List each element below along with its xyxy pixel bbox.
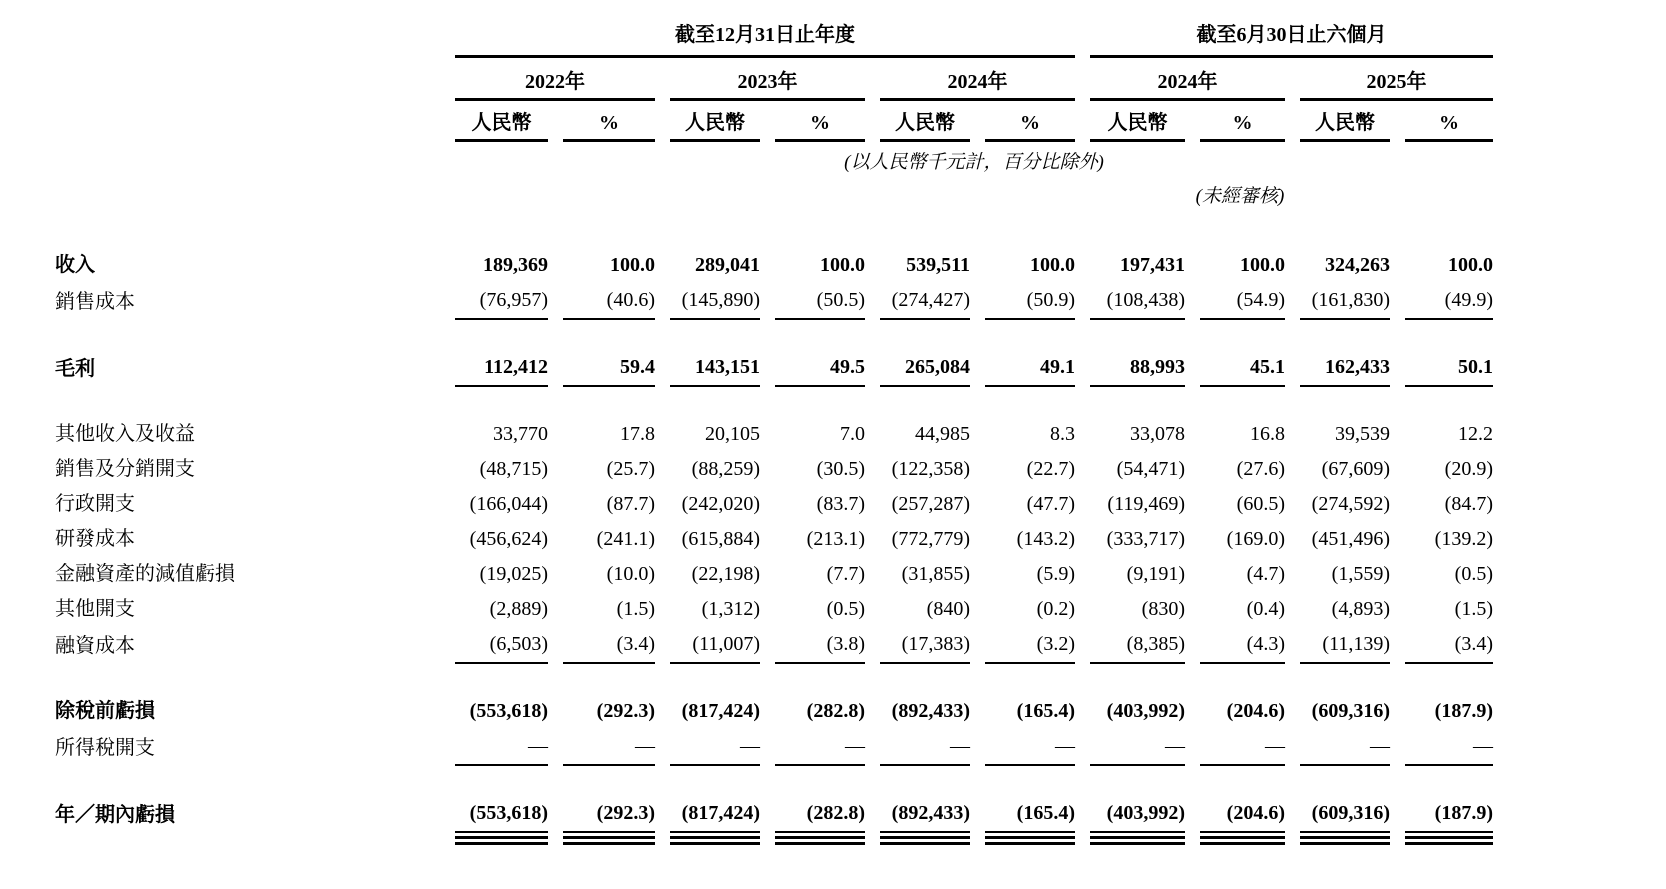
cell-value: 265,084 xyxy=(880,350,970,387)
cell-value: (3.4) xyxy=(563,627,655,664)
financial-summary-table xyxy=(0,22,1666,845)
cell-value: (10.0) xyxy=(606,563,655,585)
cell-value: (403,992) xyxy=(1106,700,1185,722)
table-row xyxy=(0,150,1666,176)
cell-value: — xyxy=(775,729,865,766)
pct-column-header: % xyxy=(1200,101,1285,142)
table-row xyxy=(0,487,1666,522)
cell-value: (143.2) xyxy=(1016,528,1075,550)
cell-value: 100.0 xyxy=(1240,254,1285,276)
cell-value: (213.1) xyxy=(806,528,865,550)
cell-value: (403,992) xyxy=(1090,796,1185,833)
cell-value: 44,985 xyxy=(915,423,970,445)
cell-value: 33,078 xyxy=(1130,423,1185,445)
double-rule xyxy=(775,836,865,845)
table-row xyxy=(0,729,1666,766)
cell-value: (609,316) xyxy=(1311,700,1390,722)
double-rule xyxy=(563,836,655,845)
cell-value: (187.9) xyxy=(1434,700,1493,722)
cell-value: (615,884) xyxy=(681,528,760,550)
double-rule xyxy=(1200,836,1285,845)
cell-value: (1.5) xyxy=(1454,598,1493,620)
cell-value: 112,412 xyxy=(455,350,548,387)
cell-value: (22.7) xyxy=(1026,458,1075,480)
cell-value: (165.4) xyxy=(1016,700,1075,722)
cell-value: (11,007) xyxy=(670,627,760,664)
cell-value: (122,358) xyxy=(891,458,970,480)
cell-value: 100.0 xyxy=(1448,254,1493,276)
cell-value: (609,316) xyxy=(1300,796,1390,833)
cell-value: (54.9) xyxy=(1200,283,1285,320)
cell-value: (241.1) xyxy=(596,528,655,550)
table-row xyxy=(0,452,1666,487)
cell-value: (553,618) xyxy=(469,700,548,722)
cell-value: (17,383) xyxy=(880,627,970,664)
cell-value: — xyxy=(985,729,1075,766)
double-rule xyxy=(1300,836,1390,845)
cell-value: (892,433) xyxy=(880,796,970,833)
cell-value: (892,433) xyxy=(891,700,970,722)
cell-value: (165.4) xyxy=(985,796,1075,833)
pct-column-header: % xyxy=(985,101,1075,142)
cell-value: 17.8 xyxy=(620,423,655,445)
table-row xyxy=(0,417,1666,452)
cell-value: (88,259) xyxy=(691,458,760,480)
rmb-column-header: 人民幣 xyxy=(880,101,970,142)
table-row xyxy=(0,522,1666,557)
cell-value: (50.5) xyxy=(775,283,865,320)
cell-value: 33,770 xyxy=(493,423,548,445)
table-row xyxy=(0,283,1666,320)
cell-value: (204.6) xyxy=(1226,700,1285,722)
cell-value: (54,471) xyxy=(1116,458,1185,480)
cell-value: 100.0 xyxy=(820,254,865,276)
cell-value: 7.0 xyxy=(840,423,865,445)
year-header: 2022年 xyxy=(455,58,655,101)
cell-value: (3.8) xyxy=(775,627,865,664)
cell-value: (9,191) xyxy=(1126,563,1185,585)
row-label: 行政開支 xyxy=(55,493,135,515)
cell-value: (20.9) xyxy=(1444,458,1493,480)
cell-value: (139.2) xyxy=(1434,528,1493,550)
cell-value: (40.6) xyxy=(563,283,655,320)
cell-value: — xyxy=(670,729,760,766)
cell-value: (60.5) xyxy=(1236,493,1285,515)
double-rule xyxy=(985,836,1075,845)
cell-value: (451,496) xyxy=(1311,528,1390,550)
cell-value: 16.8 xyxy=(1250,423,1285,445)
cell-value: (0.2) xyxy=(1036,598,1075,620)
cell-value: 100.0 xyxy=(1030,254,1075,276)
cell-value: 189,369 xyxy=(483,254,548,276)
cell-value: (4.3) xyxy=(1200,627,1285,664)
pct-column-header: % xyxy=(1405,101,1493,142)
cell-value: 162,433 xyxy=(1300,350,1390,387)
double-rule xyxy=(455,836,548,845)
row-label: 年／期內虧損 xyxy=(55,804,175,826)
cell-value: (0.5) xyxy=(826,598,865,620)
cell-value: (840) xyxy=(926,598,970,620)
cell-value: 197,431 xyxy=(1120,254,1185,276)
cell-value: (1.5) xyxy=(616,598,655,620)
cell-value: (4,893) xyxy=(1331,598,1390,620)
row-label: 銷售及分銷開支 xyxy=(55,458,195,480)
cell-value: (817,424) xyxy=(670,796,760,833)
cell-value: 8.3 xyxy=(1050,423,1075,445)
year-header: 2024年 xyxy=(1090,58,1285,101)
table-row xyxy=(0,248,1666,283)
cell-value: (22,198) xyxy=(691,563,760,585)
rmb-column-header: 人民幣 xyxy=(1090,101,1185,142)
cell-value: (274,592) xyxy=(1311,493,1390,515)
row-label: 其他開支 xyxy=(55,598,135,620)
cell-value: (47.7) xyxy=(1026,493,1075,515)
group-header-interim: 截至6月30日止六個月 xyxy=(1090,22,1493,58)
cell-value: (83.7) xyxy=(816,493,865,515)
cell-value: (817,424) xyxy=(681,700,760,722)
cell-value: (49.9) xyxy=(1405,283,1493,320)
cell-value: (0.4) xyxy=(1246,598,1285,620)
cell-value: (553,618) xyxy=(455,796,548,833)
table-row xyxy=(0,22,1666,58)
cell-value: 12.2 xyxy=(1458,423,1493,445)
cell-value: — xyxy=(1200,729,1285,766)
cell-value: 539,511 xyxy=(906,254,970,276)
cell-value: (282.8) xyxy=(806,700,865,722)
cell-value: (830) xyxy=(1141,598,1185,620)
units-note: (以人民幣千元計，百分比除外) xyxy=(844,152,1104,173)
cell-value: (11,139) xyxy=(1300,627,1390,664)
cell-value: (27.6) xyxy=(1236,458,1285,480)
rmb-column-header: 人民幣 xyxy=(455,101,548,142)
cell-value: 49.5 xyxy=(775,350,865,387)
row-label: 所得稅開支 xyxy=(55,737,155,759)
cell-value: (257,287) xyxy=(891,493,970,515)
cell-value: (6,503) xyxy=(455,627,548,664)
double-rule xyxy=(1090,836,1185,845)
row-label: 銷售成本 xyxy=(55,291,135,313)
table-row xyxy=(0,58,1666,101)
row-label: 除稅前虧損 xyxy=(55,700,155,722)
double-rule xyxy=(1405,836,1493,845)
cell-value: (145,890) xyxy=(670,283,760,320)
cell-value: (166,044) xyxy=(469,493,548,515)
row-label: 其他收入及收益 xyxy=(55,423,195,445)
row-label: 毛利 xyxy=(55,358,95,380)
cell-value: (25.7) xyxy=(606,458,655,480)
cell-value: (456,624) xyxy=(469,528,548,550)
cell-value: 49.1 xyxy=(985,350,1075,387)
cell-value: 39,539 xyxy=(1335,423,1390,445)
row-label: 收入 xyxy=(55,254,95,276)
cell-value: (8,385) xyxy=(1090,627,1185,664)
unaudited-note: (未經審核) xyxy=(1195,186,1285,207)
cell-value: (187.9) xyxy=(1405,796,1493,833)
cell-value: 20,105 xyxy=(705,423,760,445)
cell-value: (108,438) xyxy=(1090,283,1185,320)
cell-value: (19,025) xyxy=(479,563,548,585)
cell-value: (3.4) xyxy=(1405,627,1493,664)
table-row xyxy=(0,796,1666,833)
cell-value: — xyxy=(1405,729,1493,766)
cell-value: — xyxy=(1300,729,1390,766)
cell-value: (0.5) xyxy=(1454,563,1493,585)
cell-value: 324,263 xyxy=(1325,254,1390,276)
cell-value: — xyxy=(880,729,970,766)
pct-column-header: % xyxy=(563,101,655,142)
table-row xyxy=(0,101,1666,142)
rmb-column-header: 人民幣 xyxy=(1300,101,1390,142)
cell-value: (204.6) xyxy=(1200,796,1285,833)
cell-value: (1,559) xyxy=(1331,563,1390,585)
year-header: 2024年 xyxy=(880,58,1075,101)
cell-value: — xyxy=(455,729,548,766)
cell-value: (31,855) xyxy=(901,563,970,585)
cell-value: 50.1 xyxy=(1405,350,1493,387)
cell-value: (7.7) xyxy=(826,563,865,585)
cell-value: (50.9) xyxy=(985,283,1075,320)
cell-value: (169.0) xyxy=(1226,528,1285,550)
cell-value: (87.7) xyxy=(606,493,655,515)
cell-value: (772,779) xyxy=(891,528,970,550)
cell-value: (282.8) xyxy=(775,796,865,833)
cell-value: (161,830) xyxy=(1300,283,1390,320)
cell-value: (3.2) xyxy=(985,627,1075,664)
cell-value: 45.1 xyxy=(1200,350,1285,387)
year-header: 2023年 xyxy=(670,58,865,101)
cell-value: (292.3) xyxy=(596,700,655,722)
table-row xyxy=(0,627,1666,664)
cell-value: (84.7) xyxy=(1444,493,1493,515)
double-rule xyxy=(670,836,760,845)
cell-value: 289,041 xyxy=(695,254,760,276)
cell-value: (30.5) xyxy=(816,458,865,480)
cell-value: 100.0 xyxy=(610,254,655,276)
rmb-column-header: 人民幣 xyxy=(670,101,760,142)
cell-value: (1,312) xyxy=(701,598,760,620)
cell-value: (292.3) xyxy=(563,796,655,833)
table-row xyxy=(0,557,1666,592)
cell-value: (48,715) xyxy=(479,458,548,480)
cell-value: (4.7) xyxy=(1246,563,1285,585)
cell-value: (76,957) xyxy=(455,283,548,320)
row-label: 融資成本 xyxy=(55,635,135,657)
table-row xyxy=(0,694,1666,729)
cell-value: (2,889) xyxy=(489,598,548,620)
table-row xyxy=(0,833,1666,845)
cell-value: 59.4 xyxy=(563,350,655,387)
cell-value: (333,717) xyxy=(1106,528,1185,550)
cell-value: (242,020) xyxy=(681,493,760,515)
row-label: 研發成本 xyxy=(55,528,135,550)
table-row xyxy=(0,184,1666,210)
cell-value: 143,151 xyxy=(670,350,760,387)
cell-value: 88,993 xyxy=(1090,350,1185,387)
group-header-annual: 截至12月31日止年度 xyxy=(455,22,1075,58)
cell-value: (67,609) xyxy=(1321,458,1390,480)
row-label: 金融資產的減值虧損 xyxy=(55,563,235,585)
cell-value: — xyxy=(563,729,655,766)
table-row xyxy=(0,592,1666,627)
pct-column-header: % xyxy=(775,101,865,142)
double-rule xyxy=(880,836,970,845)
table-row xyxy=(0,350,1666,387)
year-header: 2025年 xyxy=(1300,58,1493,101)
cell-value: (274,427) xyxy=(880,283,970,320)
cell-value: (5.9) xyxy=(1036,563,1075,585)
cell-value: — xyxy=(1090,729,1185,766)
cell-value: (119,469) xyxy=(1107,493,1185,515)
